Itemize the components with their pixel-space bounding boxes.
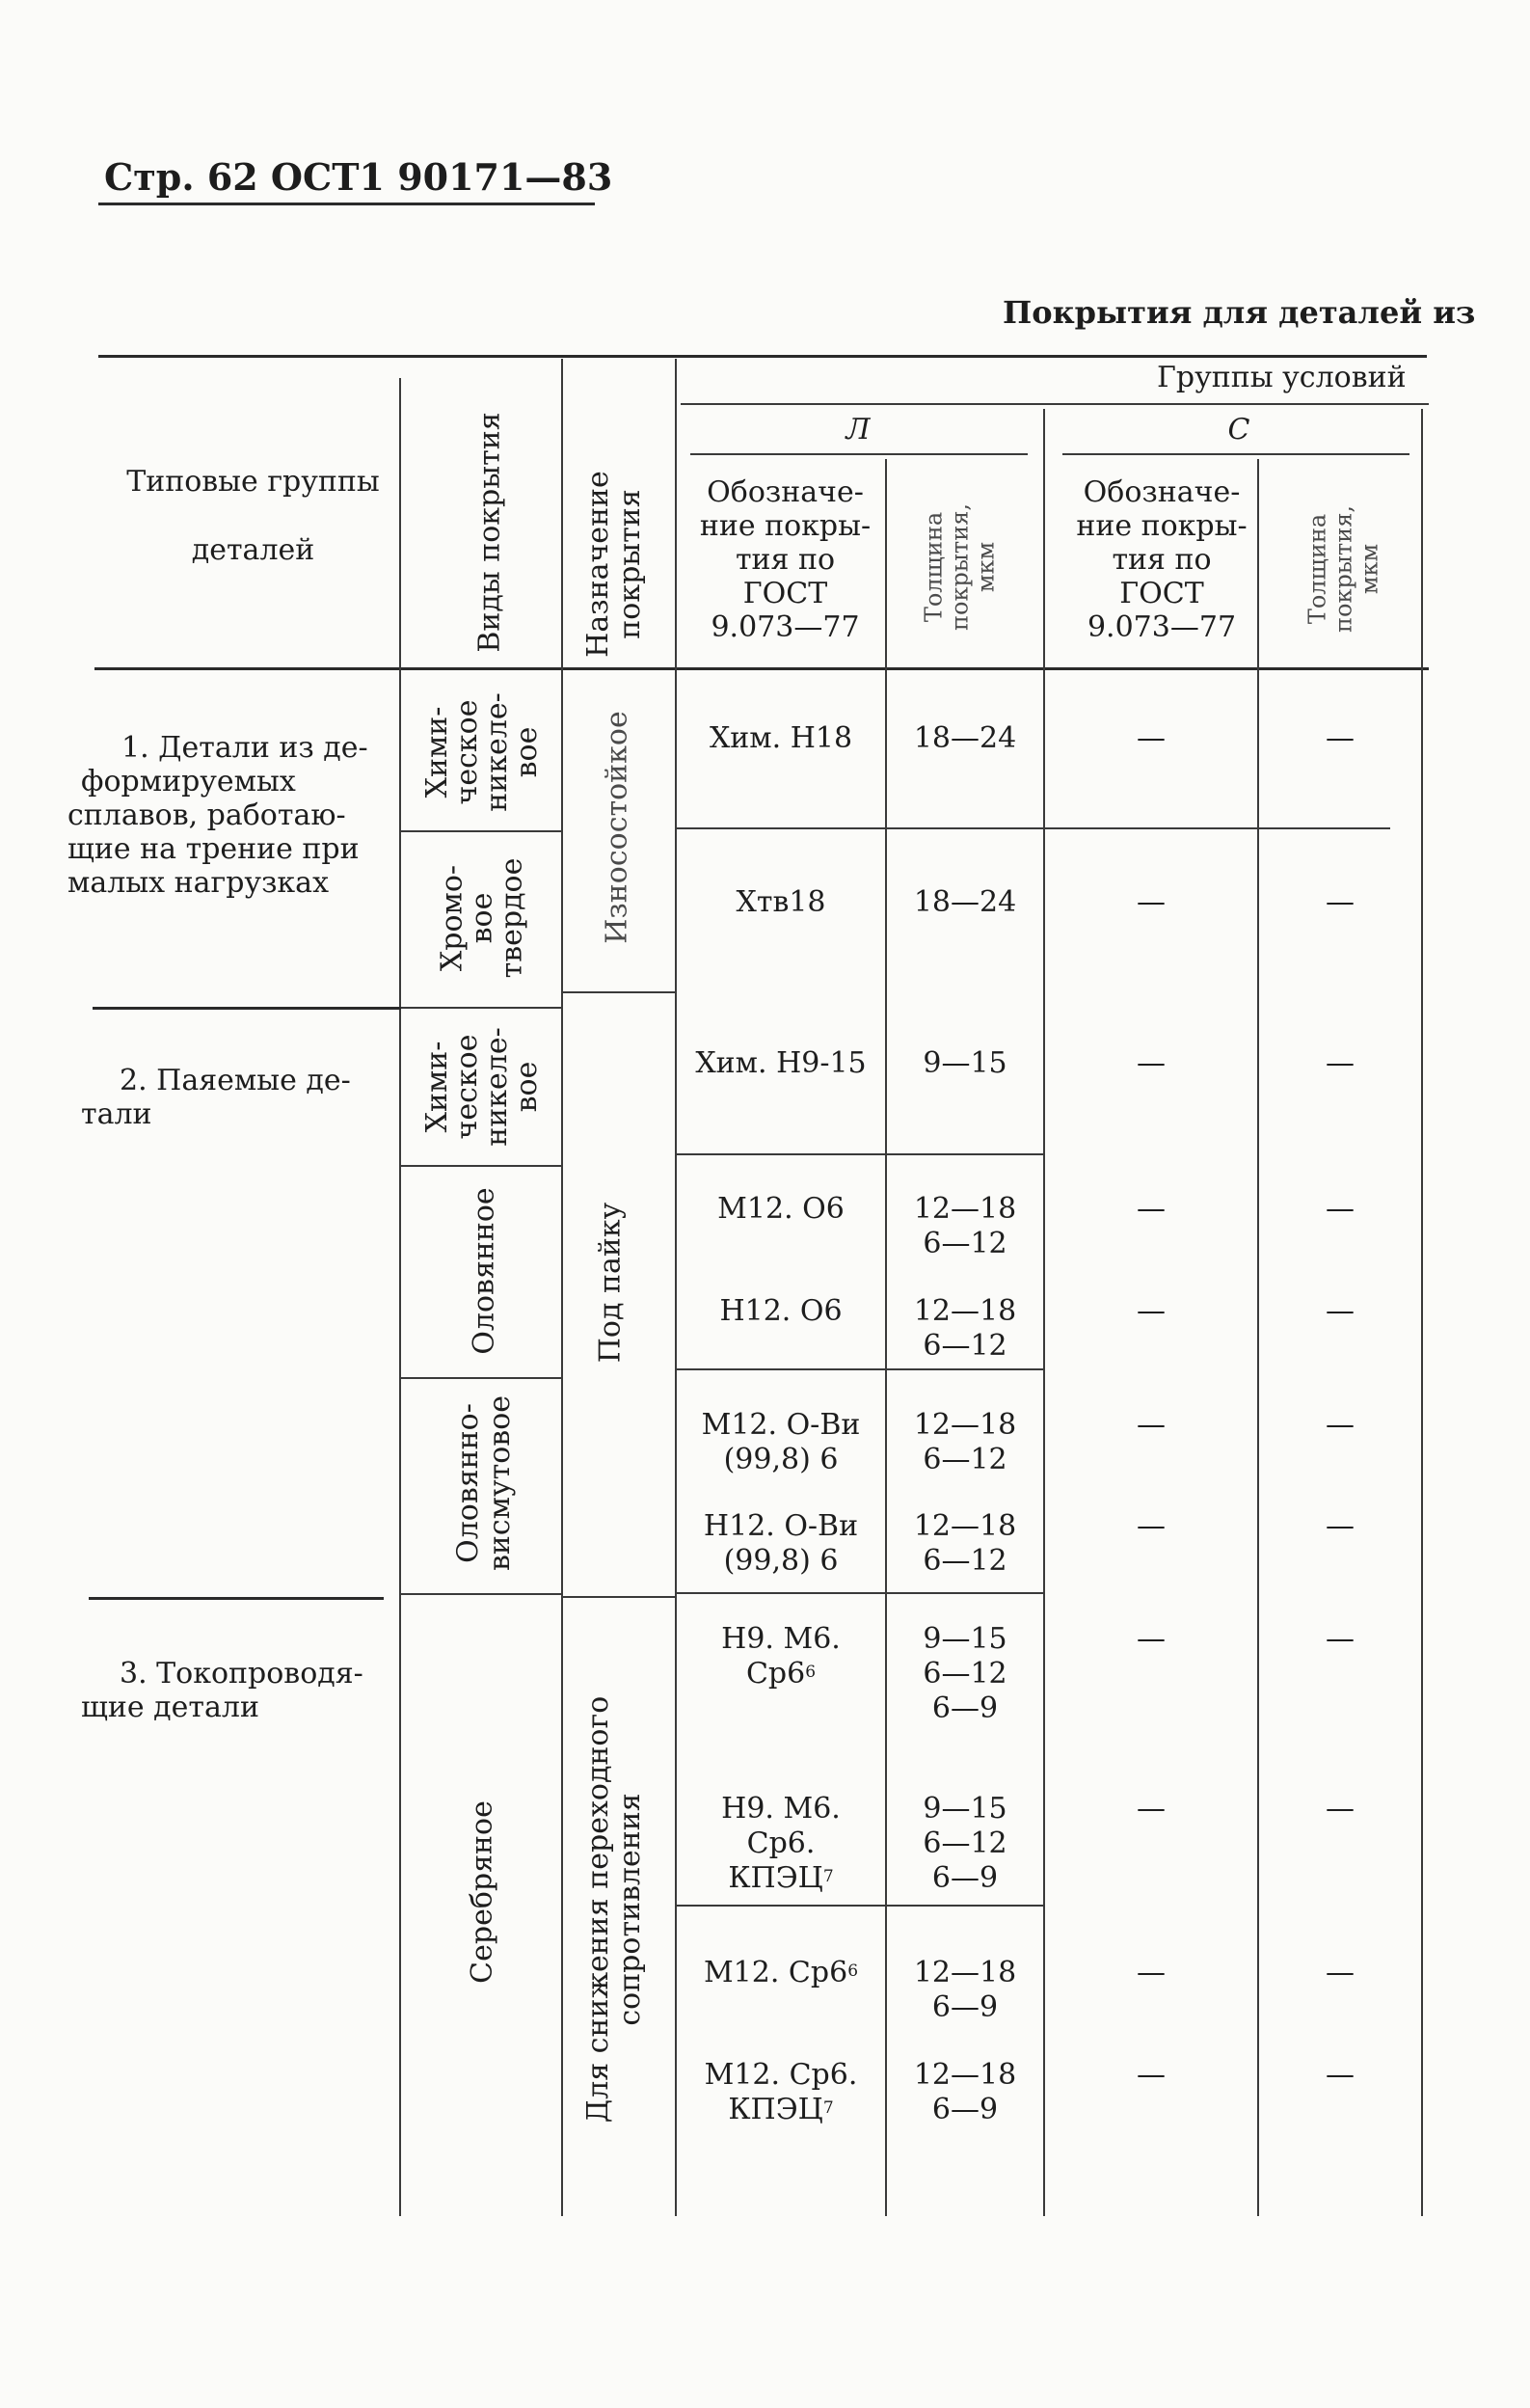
row-1-thickness: 18—24 <box>913 721 1017 755</box>
row-10-S-designation: — <box>1137 1956 1166 1989</box>
row-11-designation: М12. Ср6. КПЭЦ$^7$ <box>704 2058 858 2126</box>
row-8-S-thickness: — <box>1326 1622 1355 1656</box>
row-2-designation: Хтв18 <box>736 885 826 919</box>
footnote-mark: 6 <box>847 1962 859 1981</box>
row-1-designation: Хим. Н18 <box>709 721 853 755</box>
row-11-S-designation: — <box>1137 2058 1166 2092</box>
col-line-3 <box>675 359 677 2216</box>
type-sep-a <box>401 830 561 832</box>
row-sep-5 <box>677 1905 1043 1907</box>
table-caption: Покрытия для деталей из <box>1003 294 1476 331</box>
L-rule <box>690 453 1028 455</box>
row-2-S-thickness: — <box>1326 885 1355 919</box>
group-2-label: 2. Паяемые де- тали <box>81 1064 351 1131</box>
row-8-designation: Н9. М6. $Ср6^6$ <box>721 1622 841 1691</box>
header-S-designation: Обозначе- ние покры- тия по ГОСТ 9.073—77 <box>1076 475 1248 644</box>
row-3-S-designation: — <box>1137 1046 1166 1080</box>
row-7-thickness: 12—18 6—12 <box>913 1509 1017 1578</box>
header-L-thickness: Толщина покрытия, мкм <box>920 503 1000 631</box>
header-coating-types: Виды покрытия <box>472 412 507 653</box>
col-line-7 <box>1421 409 1423 2216</box>
row-9-S-thickness: — <box>1326 1792 1355 1826</box>
row-4-thickness: 12—18 6—12 <box>913 1192 1017 1260</box>
row-3-S-thickness: — <box>1326 1046 1355 1080</box>
row-7-S-designation: — <box>1137 1509 1166 1543</box>
row-3-thickness: 9—15 <box>923 1046 1007 1080</box>
row-5-S-thickness: — <box>1326 1294 1355 1328</box>
group-sep-2 <box>89 1597 384 1600</box>
header-group-line2: деталей <box>191 533 315 567</box>
row-5-S-designation: — <box>1137 1294 1166 1328</box>
purpose-for-soldering: Под пайку <box>593 1202 628 1364</box>
type-sep-e <box>401 1593 561 1595</box>
row-9-designation: Н9. М6. Ср6. КПЭЦ$^7$ <box>721 1792 841 1895</box>
row-9-thickness: 9—15 6—12 6—9 <box>923 1792 1007 1895</box>
coating-type-tin: Оловянное <box>467 1187 501 1355</box>
row-7-designation: Н12. О-Ви (99,8) 6 <box>703 1509 859 1578</box>
type-sep-b <box>401 1007 561 1009</box>
purpose-sep-2 <box>563 1596 675 1598</box>
type-sep-d <box>401 1377 561 1379</box>
header-underline <box>98 203 595 205</box>
header-L-designation: Обозначе- ние покры- тия по ГОСТ 9.073—77 <box>699 475 872 644</box>
S-rule <box>1062 453 1409 455</box>
header-group-line1: Типовые группы <box>126 465 380 499</box>
row-10-S-thickness: — <box>1326 1956 1355 1989</box>
conditions-rule <box>681 403 1429 405</box>
type-sep-c <box>401 1165 561 1167</box>
row-6-S-designation: — <box>1137 1408 1166 1442</box>
header-purpose: Назначение покрытия <box>581 471 647 658</box>
row-10-thickness: 12—18 6—9 <box>913 1956 1017 2024</box>
row-7-S-thickness: — <box>1326 1509 1355 1543</box>
row-4-S-thickness: — <box>1326 1192 1355 1226</box>
purpose-reduce-resistance: Для снижения переходного сопротивления <box>581 1695 647 2124</box>
table-top-rule <box>98 355 1427 358</box>
header-bottom-rule <box>94 667 1429 670</box>
row-sep-3 <box>677 1368 1043 1370</box>
footnote-mark: 7 <box>822 1867 834 1886</box>
footnote-mark: 6 <box>805 1663 817 1682</box>
coating-type-chem-nickel-2: Хими- ческое никеле- вое <box>420 1027 544 1147</box>
row-sep-1 <box>677 827 1390 829</box>
row-8-thickness: 9—15 6—12 6—9 <box>923 1622 1007 1725</box>
row-5-thickness: 12—18 6—12 <box>913 1294 1017 1363</box>
row-3-designation: Хим. Н9-15 <box>695 1046 867 1080</box>
row-9-S-designation: — <box>1137 1792 1166 1826</box>
row-11-S-thickness: — <box>1326 2058 1355 2092</box>
group-3-label: 3. Токопроводя- щие детали <box>81 1657 363 1724</box>
coating-type-silver: Серебряное <box>465 1800 499 1984</box>
header-S-thickness: Толщина покрытия, мкм <box>1303 505 1383 633</box>
row-4-designation: М12. О6 <box>717 1192 845 1226</box>
row-sep-4 <box>677 1592 1043 1594</box>
group-1-label: 1. Детали из де- формируемых сплавов, работаю- щие на трение при малых нагрузках <box>67 731 368 900</box>
row-2-S-designation: — <box>1137 885 1166 919</box>
row-2-thickness: 18—24 <box>913 885 1017 919</box>
coating-type-hard-chrome: Хромо- вое твердое <box>435 857 529 979</box>
col-line-1 <box>399 378 401 2216</box>
row-8-S-designation: — <box>1137 1622 1166 1656</box>
page-header: Стр. 62 ОСТ1 90171—83 <box>104 155 613 199</box>
group-sep-1 <box>93 1007 401 1010</box>
row-6-thickness: 12—18 6—12 <box>913 1408 1017 1476</box>
coating-type-tin-bismuth: Оловянно- висмутовое <box>451 1394 517 1572</box>
header-L: Л <box>846 413 871 446</box>
row-5-designation: Н12. О6 <box>719 1294 843 1328</box>
row-10-designation: М12. $Ср6^6$ <box>703 1956 859 1989</box>
row-1-S-designation: — <box>1137 721 1166 755</box>
row-6-S-thickness: — <box>1326 1408 1355 1442</box>
row-4-S-designation: — <box>1137 1192 1166 1226</box>
row-sep-2 <box>677 1153 1043 1155</box>
col-line-2 <box>561 359 563 2216</box>
header-conditions: Группы условий <box>1157 361 1407 394</box>
footnote-mark: 7 <box>822 2098 834 2118</box>
purpose-wear-resistant: Износостойкое <box>600 711 634 944</box>
row-11-thickness: 12—18 6—9 <box>913 2058 1017 2126</box>
purpose-sep-1 <box>563 991 675 993</box>
header-S: С <box>1227 413 1250 446</box>
row-6-designation: М12. О-Ви (99,8) 6 <box>701 1408 861 1476</box>
coating-type-chem-nickel-1: Хими- ческое никеле- вое <box>420 692 544 812</box>
row-1-S-thickness: — <box>1326 721 1355 755</box>
